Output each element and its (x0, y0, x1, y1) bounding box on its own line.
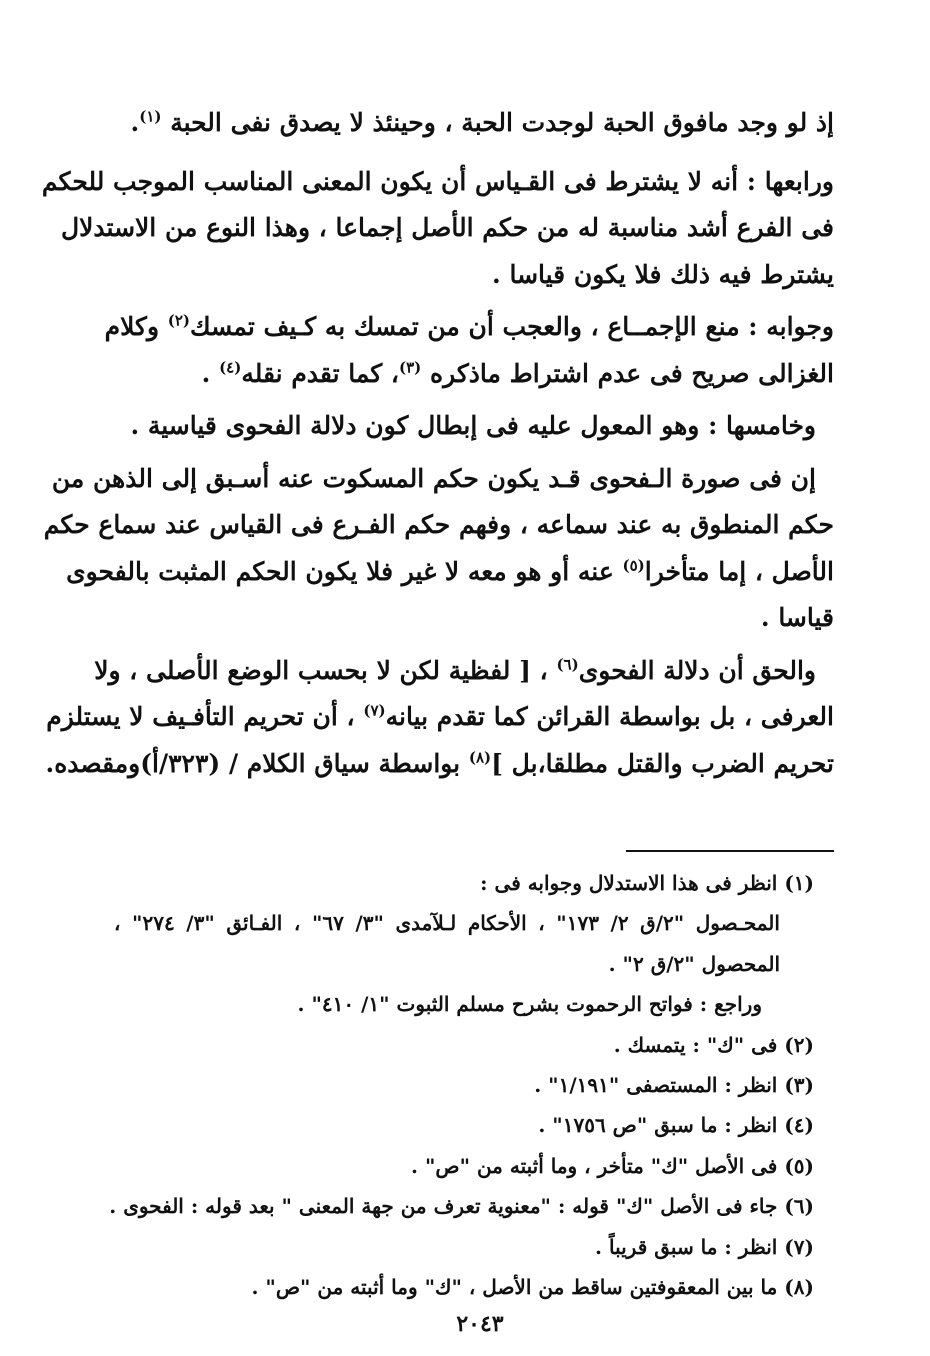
footnote-1-line-3: المحصول "٢/ق ٢" . (608, 951, 780, 976)
text-line-9: حكم المنطوق به عند سماعه ، وفهم حكم الفـرع فى القياس عند سماع حكم (43, 510, 834, 539)
footnote-1-line-4: وراجع : فواتح الرحموت بشرح مسلم الثبوت "١/ ٤١٠" . (297, 992, 762, 1017)
footnote-ref: (٨) (468, 748, 492, 767)
text-line-1: إذ لو وجد مافوق الحبة لوجدت الحبة ، وحينئذ لا يصدق نفى الحبة $^{(١)}$. (130, 107, 834, 137)
text-line-14: تحريم الضرب والقتل مطلقا،بل ]$^{(٨)}$ بواسطة سياق الكلام / (٣٢٣/أ)ومقصده. (45, 748, 834, 778)
footnote-2: (٢) فى "ك" : يتمسك . (613, 1032, 814, 1057)
text-line-3: فى الفرع أشد مناسبة له من حكم الأصل إجماعا ، وهذا النوع من الاستدلال (61, 213, 834, 242)
footnote-ref: (٢) (167, 311, 190, 330)
footnote-3: (٣) انظر : المستصفى "١/١٩١" . (534, 1072, 814, 1097)
footnote-1: (١) انظر فى هذا الاستدلال وجوابه فى : (480, 871, 814, 895)
footnote-ref: (٤) (219, 358, 242, 377)
footnote-1-line-2: المحـصول "٢/ق ٢/ ١٧٣" ، الأحكام لـلآمدى "٣/ ٦٧" ، الفـائق "٣/ ٢٧٤" ، (114, 911, 780, 936)
text-line-10: الأصل ، إما متأخرا$^{(٥)}$ عنه أو هو معه لا غير فلا يكون الحكم المثبت بالفحوى (66, 556, 834, 586)
footnote-5: (٥) فى الأصل "ك" متأخر ، وما أثبته من "ص" . (411, 1153, 814, 1178)
text-line-11: قياسا . (760, 603, 834, 632)
text-line-6: الغزالى صريح فى عدم اشتراط ماذكره $^{(٣)}$، كما تقدم نقله$^{(٤)}$ . (201, 358, 834, 388)
text-line-5: وجوابه : منع الإجمــاع ، والعجب أن من تمسك به كـيف تمسك$^{(٢)}$ وكلام (104, 311, 834, 341)
footnote-ref: (٦) (556, 655, 579, 674)
text-line-4: يشترط فيه ذلك فلا يكون قياسا . (492, 259, 834, 289)
text-line-2: ورابعها : أنه لا يشترط فى القـياس أن يكون المعنى المناسب الموجب للحكم (41, 166, 834, 196)
text-line-8: إن فى صورة الـفحوى قـد يكون حكم المسكوت عنه أسـبق إلى الذهن من (51, 463, 816, 493)
footnote-7: (٧) انظر : ما سبق قريباً . (595, 1234, 814, 1259)
text-line-12: والحق أن دلالة الفحوى$^{(٦)}$ ، [ لفظية لكن لا بحسب الوضع الأصلى ، ولا (94, 655, 816, 685)
footnote-separator (626, 850, 834, 852)
text-line-7: وخامسها : وهو المعول عليه فى إبطال كون دلالة الفحوى قياسية . (130, 411, 816, 440)
footnotes (109, 863, 814, 1307)
footnote-ref: (٧) (363, 701, 386, 720)
page-number: ٢٠٤٣ (456, 1311, 504, 1337)
footnote-ref: (١) (139, 107, 162, 126)
footnote-ref: (٣) (399, 358, 422, 377)
main-text (41, 100, 834, 787)
footnote-ref: (٥) (622, 556, 645, 575)
text-line-13: العرفى ، بل بواسطة القرائن كما تقدم بيانه$^{(٧)}$ ، أن تحريم التأفـيف لا يستلزم (46, 701, 834, 731)
footnote-6: (٦) جاء فى الأصل "ك" قوله : "معنوية تعرف من جهة المعنى " بعد قوله : الفحوى . (109, 1194, 814, 1219)
footnote-8: (٨) ما بين المعقوفتين ساقط من الأصل ، "ك" وما أثبته من "ص" . (251, 1274, 814, 1299)
footnote-4: (٤) انظر : ما سبق "ص ١٧٥٦" . (538, 1113, 814, 1138)
